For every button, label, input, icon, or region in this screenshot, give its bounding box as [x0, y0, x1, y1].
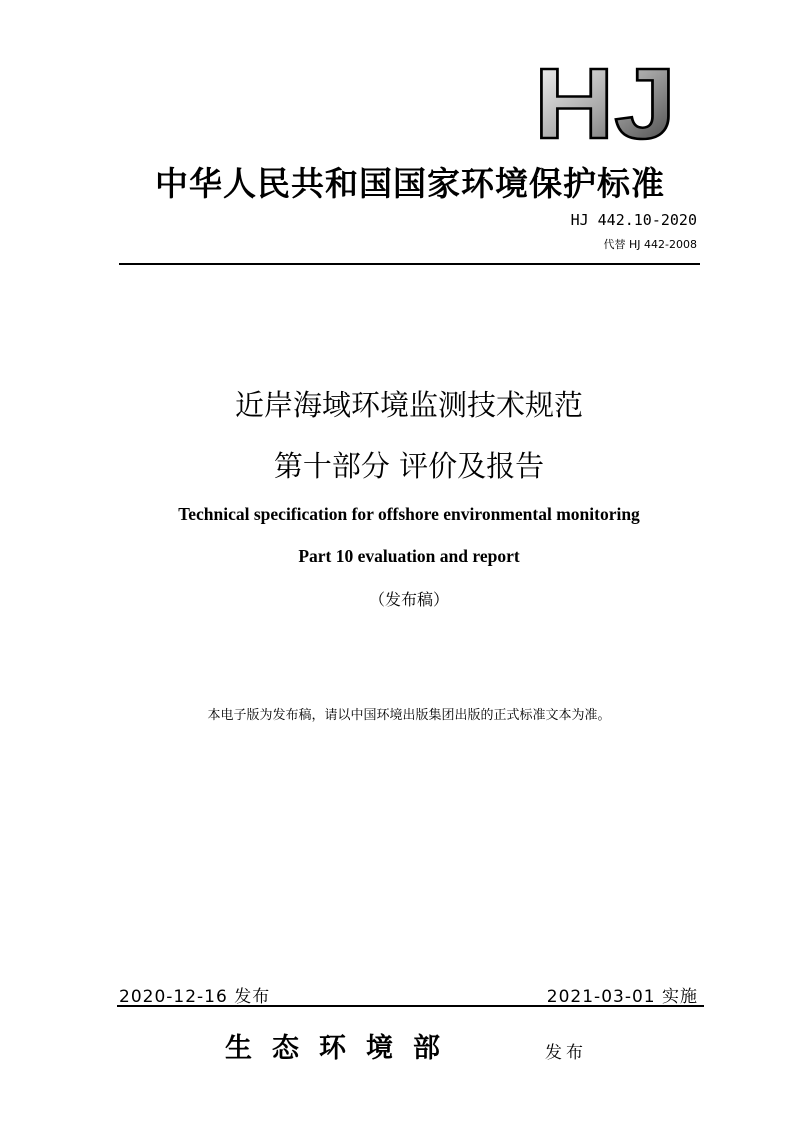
english-title-line-1: Technical specification for offshore environmental monitoring [178, 504, 640, 524]
header-divider [119, 263, 700, 265]
footer-divider [117, 1005, 704, 1007]
edition-notice: 本电子版为发布稿，请以中国环境出版集团出版的正式标准文本为准。 [207, 708, 611, 723]
implementation-date: 2021-03-01 实施 [546, 987, 698, 1007]
chinese-title-line-2: 第十部分 评价及报告 [273, 449, 545, 483]
org-title: 中华人民共和国国家环境保护标准 [155, 164, 665, 203]
hj-logo [530, 60, 680, 142]
issue-date: 2020-12-16 发布 [119, 987, 271, 1007]
chinese-title-line-1: 近岸海域环境监测技术规范 [234, 388, 583, 422]
hj-logo-text: HJ [534, 60, 676, 142]
english-title-line-2: Part 10 evaluation and report [298, 546, 520, 566]
issuing-authority: 生态环境部 [225, 1033, 460, 1064]
replaces-standard: 代替 HJ 442-2008 [603, 238, 697, 251]
issuing-authority-suffix: 发布 [545, 1043, 587, 1063]
draft-label: （发布稿） [368, 590, 449, 609]
standard-number: HJ 442.10-2020 [570, 211, 697, 229]
